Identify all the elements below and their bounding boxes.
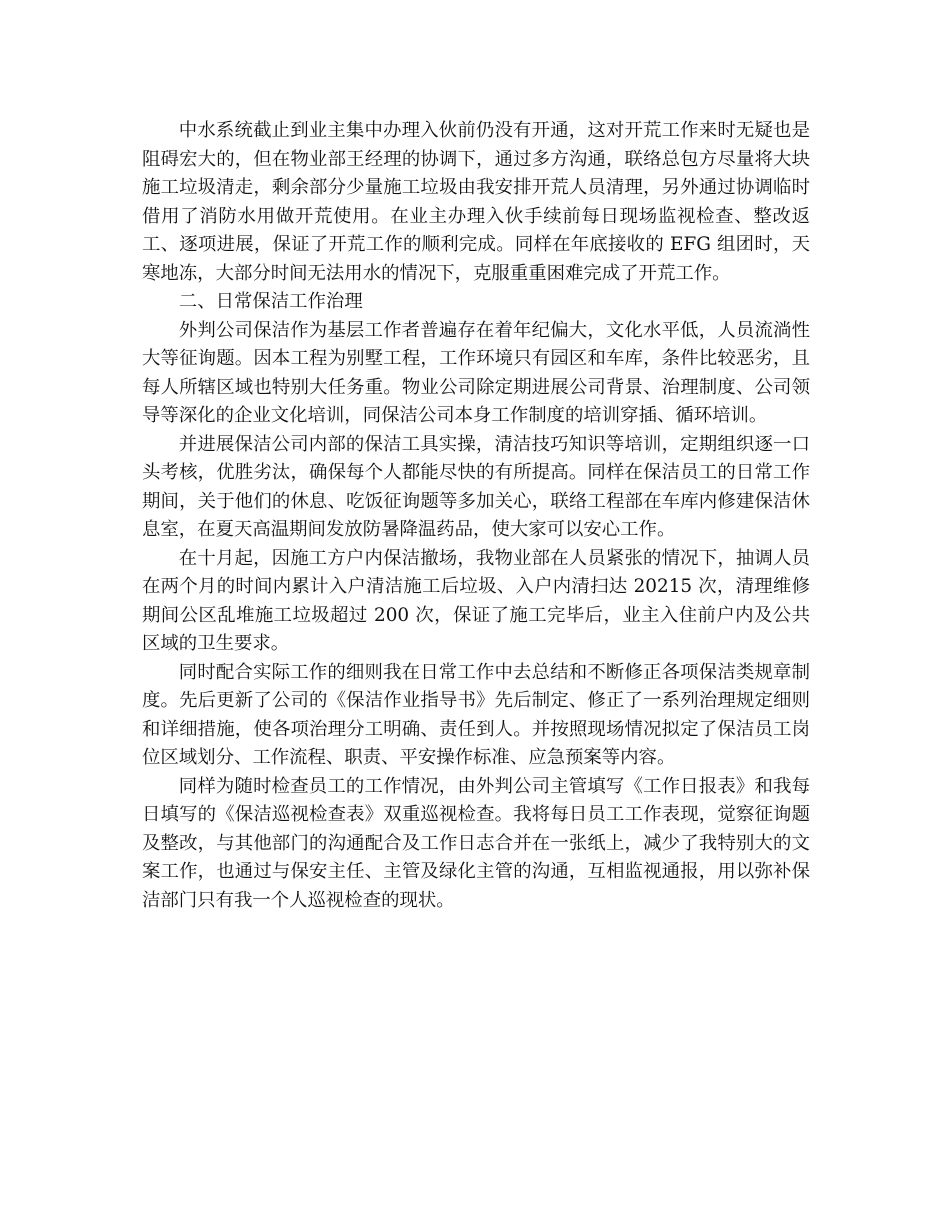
- paragraph-inspection: 同样为随时检查员工的工作情况，由外判公司主管填写《工作日报表》和我每日填写的《保洁巡视检查表》双重巡视检查。我将每日员工工作表现，觉察征询题及整改，与其他部门的沟通配合及工作日志合并在一张纸上，减少了我特别大的文案工作，也通过与保安主任、主管及绿化主管的沟通，互相监视通报，用以弥补保洁部门只有我一个人巡视检查的现状。: [142, 775, 810, 911]
- paragraph-reclaimed-water: 中水系统截止到业主集中办理入伙前仍没有开通，这对开荒工作来时无疑也是阻碍宏大的，但在物业部王经理的协调下，通过多方沟通，联络总包方尽量将大块施工垃圾清走，剩余部分少量施工垃圾由我安排开荒人员清理，另外通过协调临时借用了消防水用做开荒使用。在业主办理入伙手续前每日现场监视检查、整改返工、逐项进展，保证了开荒工作的顺利完成。同样在年底接收的 EFG 组团时，天寒地冻，大部分时间无法用水的情况下，克服重重困难完成了开荒工作。: [142, 120, 810, 284]
- paragraph-october-cleaning: 在十月起，因施工方户内保洁撤场，我物业部在人员紧张的情况下，抽调人员在两个月的时间内累计入户清洁施工后垃圾、入户内清扫达 20215 次，清理维修期间公区乱堆施工垃圾超过 200 次，保证了施工完毕后，业主入住前户内及公共区域的卫生要求。: [142, 547, 810, 654]
- paragraph-training: 并进展保洁公司内部的保洁工具实操，清洁技巧知识等培训，定期组织逐一口头考核，优胜劣汰，确保每个人都能尽快的有所提高。同样在保洁员工的日常工作期间，关于他们的休息、吃饭征询题等多加关心，联络工程部在车库内修建保洁休息室，在夏天高温期间发放防暑降温药品，使大家可以安心工作。: [142, 433, 810, 540]
- document-body: [142, 117, 810, 915]
- section-heading-daily-cleaning: 二、日常保洁工作治理: [178, 291, 363, 312]
- paragraph-regulations: 同时配合实际工作的细则我在日常工作中去总结和不断修正各项保洁类规章制度。先后更新了公司的《保洁作业指导书》先后制定、修正了一系列治理规定细则和详细措施，使各项治理分工明确、责任到人。并按照现场情况拟定了保洁员工岗位区域划分、工作流程、职责、平安操作标准、应急预案等内容。: [142, 661, 810, 768]
- paragraph-outsourced-staff: 外判公司保洁作为基层工作者普遍存在着年纪偏大，文化水平低，人员流淌性大等征询题。因本工程为别墅工程，工作环境只有园区和车库，条件比较恶劣，且每人所辖区域也特别大任务重。物业公司除定期进展公司背景、治理制度、公司领导等深化的企业文化培训，同保洁公司本身工作制度的培训穿插、循环培训。: [142, 319, 810, 426]
